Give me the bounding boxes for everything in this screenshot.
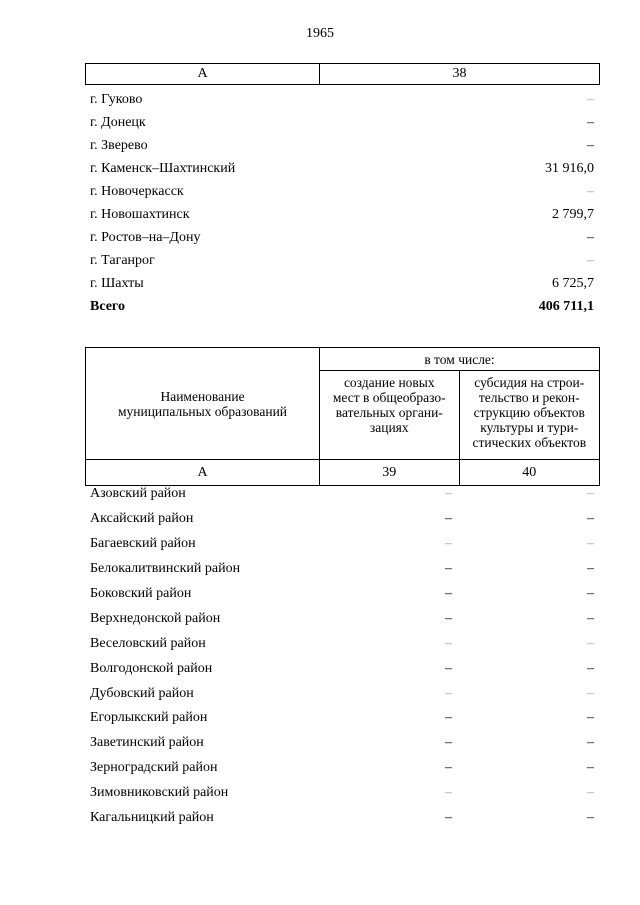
row-value-39: –: [445, 610, 452, 626]
row-name: г. Каменск–Шахтинский: [90, 160, 236, 176]
row-name: Багаевский район: [90, 536, 196, 552]
row-name: г. Таганрог: [90, 252, 155, 268]
row-value-40: –: [587, 685, 594, 701]
table-row: [85, 88, 600, 111]
row-name: г. Новочеркасск: [90, 183, 184, 199]
table-row: [85, 656, 600, 681]
table1-header-col-a: А: [86, 64, 320, 85]
row-value: –: [587, 137, 594, 153]
row-value-39: –: [445, 710, 452, 726]
row-value-39: –: [445, 536, 452, 552]
row-value-39: –: [445, 586, 452, 601]
header-line: субсидия на строи-: [474, 375, 585, 390]
row-value: –: [587, 183, 594, 199]
index-col-39: 39: [320, 460, 460, 486]
header-line: зациях: [369, 420, 409, 435]
row-name: Волгодонской район: [90, 660, 213, 676]
row-value-39: –: [445, 511, 452, 527]
row-value-40: –: [587, 810, 594, 826]
row-value: 31 916,0: [545, 160, 594, 176]
table-row: [85, 532, 600, 557]
row-value: 2 799,7: [552, 206, 594, 222]
row-name: г. Новошахтинск: [90, 206, 190, 222]
name-header-line: муниципальных образований: [117, 403, 288, 419]
row-value-39: –: [445, 735, 452, 751]
group-header: в том числе:: [320, 348, 600, 371]
row-value-39: –: [445, 760, 452, 776]
table-row: [85, 203, 600, 226]
row-name: г. Ростов–на–Дону: [90, 229, 201, 245]
table-row: [85, 606, 600, 631]
row-name: Верхнедонской район: [90, 610, 221, 626]
table-row: [85, 180, 600, 203]
page-number: 1965: [306, 26, 334, 41]
name-header-line: Наименование: [160, 388, 245, 404]
total-value: 406 711,1: [538, 298, 594, 314]
row-name: г. Шахты: [90, 275, 144, 291]
table-row: [85, 482, 600, 507]
row-name: Белокалитвинский район: [90, 561, 241, 577]
row-value-40: –: [587, 610, 594, 626]
row-name: Дубовский район: [90, 685, 194, 701]
row-name: Аксайский район: [90, 511, 194, 527]
row-value-40: –: [587, 710, 594, 726]
row-value: –: [587, 114, 594, 130]
row-name: Егорлыкский район: [90, 710, 208, 726]
header-line: мест в общеобразо-: [332, 390, 446, 405]
table1-header: [85, 63, 600, 85]
total-label: Всего: [90, 298, 125, 314]
table-row: [85, 134, 600, 157]
row-name: Азовский район: [90, 486, 186, 502]
header-line: струкцию объектов: [473, 405, 585, 420]
row-value-40: –: [587, 536, 594, 552]
row-value-40: –: [587, 760, 594, 776]
row-value: –: [587, 229, 594, 245]
table-row: [85, 756, 600, 781]
row-value-40: –: [587, 561, 594, 577]
table-row: [85, 507, 600, 532]
table-row: [85, 272, 600, 295]
table-row: [85, 706, 600, 731]
table-row: [85, 157, 600, 180]
row-name: г. Донецк: [90, 114, 146, 130]
row-value-40: –: [587, 635, 594, 651]
row-value-39: –: [445, 785, 452, 801]
col40-header: [459, 371, 599, 460]
table-row: [85, 806, 600, 831]
header-line: культуры и тури-: [480, 420, 579, 435]
row-value: –: [587, 91, 594, 107]
table-row: [85, 557, 600, 582]
index-col-40: 40: [459, 460, 599, 486]
table-row: [85, 781, 600, 806]
row-value-39: –: [445, 685, 452, 701]
header-line: стических объектов: [472, 435, 587, 450]
row-name: Заветинский район: [90, 735, 204, 751]
row-name: Кагальницкий район: [90, 810, 214, 826]
row-name: Зимовниковский район: [90, 785, 229, 801]
row-value-40: –: [587, 511, 594, 527]
row-value: 6 725,7: [552, 275, 594, 291]
row-value-40: –: [587, 735, 594, 751]
table-row: [85, 731, 600, 756]
table-row: [85, 249, 600, 272]
row-name: г. Зверево: [90, 137, 148, 153]
table-row: [85, 111, 600, 134]
row-value: –: [587, 252, 594, 268]
table-row: [85, 631, 600, 656]
row-value-39: –: [445, 810, 452, 826]
row-value-39: –: [445, 635, 452, 651]
table2-header: [85, 347, 600, 486]
row-value-40: –: [587, 586, 594, 601]
row-value-39: –: [445, 486, 452, 502]
row-value-39: –: [445, 561, 452, 577]
row-value-40: –: [587, 660, 594, 676]
row-name: Зерноградский район: [90, 760, 218, 776]
table1-body: [85, 88, 600, 318]
table-row: [85, 226, 600, 249]
table2-body: [85, 482, 600, 830]
row-value-40: –: [587, 486, 594, 502]
table-row: [85, 582, 600, 607]
total-row: [85, 295, 600, 318]
header-line: создание новых: [343, 375, 435, 390]
header-line: тельство и рекон-: [478, 390, 580, 405]
table1-header-col-38: 38: [320, 64, 600, 85]
table-row: [85, 681, 600, 706]
row-value-39: –: [445, 660, 452, 676]
header-line: вательных органи-: [335, 405, 443, 420]
row-name: Боковский район: [90, 586, 192, 601]
index-col-a: А: [86, 460, 320, 486]
municipality-name-header: [86, 348, 320, 460]
row-name: г. Гуково: [90, 91, 143, 107]
col39-header: [320, 371, 460, 460]
row-value-40: –: [587, 785, 594, 801]
row-name: Веселовский район: [90, 635, 206, 651]
